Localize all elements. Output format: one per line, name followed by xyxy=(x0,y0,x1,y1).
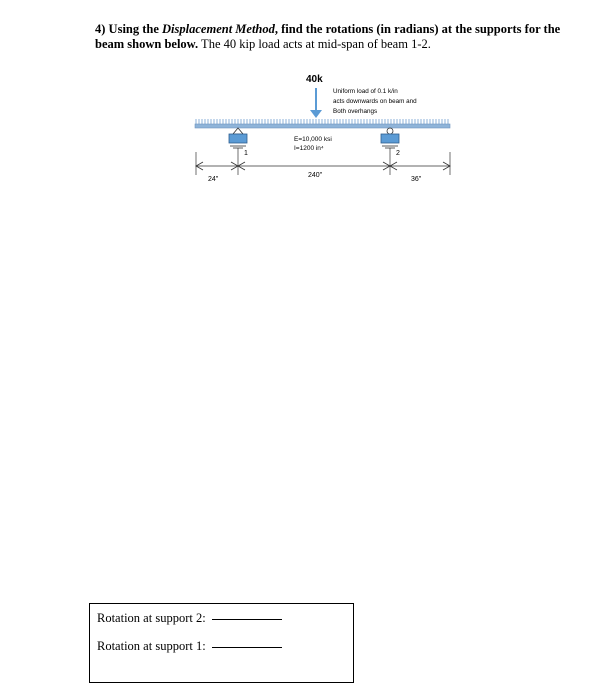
distributed-load-note-3: Both overhangs xyxy=(333,108,378,115)
support-2-block xyxy=(381,134,399,143)
question-lead: Using the xyxy=(108,22,163,36)
beam-diagram xyxy=(0,0,616,230)
distributed-load-note-2: acts downwards on beam and xyxy=(333,98,417,105)
question-number: 4) xyxy=(95,22,106,36)
support-1-answer-blank[interactable] xyxy=(212,647,282,648)
question-tail: , find the rotations (in radians) at the supports for the beam shown below. xyxy=(95,22,561,51)
dim-left-label: 24" xyxy=(208,176,219,183)
answer-row-support-1 xyxy=(97,639,282,654)
distributed-load-note-1: Uniform load of 0.1 k/in xyxy=(333,88,398,95)
modulus-label: E=10,000 ksi xyxy=(294,136,332,143)
answer-row-support-2 xyxy=(97,611,282,626)
dim-span-label: 240" xyxy=(308,172,323,179)
node-1-label: 1 xyxy=(244,150,248,157)
support-2-roller xyxy=(387,128,393,134)
question-method: Displacement Method xyxy=(162,22,275,36)
question-note: The 40 kip load acts at mid-span of beam 1-2. xyxy=(198,37,431,51)
dim-right-label: 36" xyxy=(411,176,422,183)
point-load-arrow-head xyxy=(310,110,322,118)
support-1-label: Rotation at support 1: xyxy=(97,639,206,653)
support-1-pin xyxy=(233,128,243,134)
node-2-label: 2 xyxy=(396,150,400,157)
support-1-block xyxy=(229,134,247,143)
beam xyxy=(195,124,450,128)
support-2-answer-blank[interactable] xyxy=(212,619,282,620)
support-2-label: Rotation at support 2: xyxy=(97,611,206,625)
point-load-label: 40k xyxy=(306,74,323,85)
inertia-label: I=1200 in⁴ xyxy=(294,145,324,152)
uniform-load-ticks xyxy=(196,119,448,124)
answer-box xyxy=(89,603,354,683)
